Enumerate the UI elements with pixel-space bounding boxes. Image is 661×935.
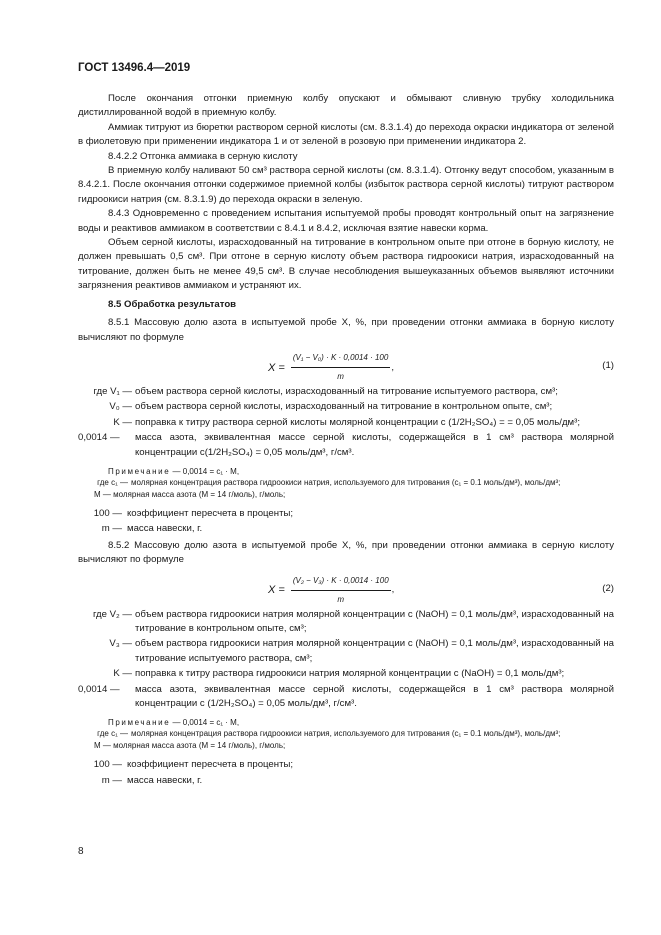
definition-item: [78, 507, 614, 521]
definition-term: где V₁ —: [93, 385, 132, 397]
definition-term: 0,0014 —: [78, 683, 120, 695]
page-number: 8: [78, 846, 84, 857]
definition-text: масса навески, г.: [127, 774, 203, 786]
note-equation: — 0,0014 = c₁ · M,: [170, 718, 240, 728]
definition-text: поправка к титру раствора гидроокиси натрия молярной концентрации c (NaOH) = 0,1 моль/дм³;: [135, 668, 565, 680]
definition-term: m —: [101, 774, 122, 786]
note-item: M — молярная масса азота (M = 14 г/моль), г/моль;: [94, 741, 286, 751]
definition-item: [78, 416, 614, 430]
formula-lhs: X =: [268, 361, 285, 374]
formula-lhs: X =: [268, 584, 285, 597]
note-label: Примечание: [108, 466, 171, 476]
definition-text: объем раствора серной кислоты, израсходованный на титрование испытуемого раствора, см³;: [135, 385, 558, 397]
formula-1: [78, 347, 614, 381]
definition-term: V₀ —: [109, 401, 132, 413]
definition-text: масса азота, эквивалентная массе серной кислоты, содержащейся в 1 см³ раствора молярной концентрации c(1/2H₂SO₄) = 0,05 моль/дм³, г/см³.: [135, 432, 614, 458]
definition-text: объем раствора гидроокиси натрия молярной концентрации c (NaOH) = 0,1 моль/дм³, израсходованный на титрование испытуемого раствора, см³;: [135, 638, 614, 664]
formula-number: (2): [602, 582, 614, 594]
fraction: [291, 574, 391, 608]
definition-term: K —: [113, 416, 132, 428]
note-1: [78, 466, 614, 500]
definition-term: K —: [113, 668, 132, 680]
definition-item: [78, 608, 614, 637]
definition-item: [78, 774, 614, 788]
paragraph: 8.5.1 Массовую долю азота в испытуемой пробе X, %, при проведении отгонки аммиака в борную кислоту вычисляют по формуле: [78, 317, 614, 343]
definition-text: масса азота, эквивалентная массе серной кислоты, содержащейся в 1 см³ раствора молярной концентрации c (1/2H₂SO₄) = 0,05 моль/дм³, г/см³.: [135, 683, 614, 709]
tail-definitions-2: [78, 758, 614, 788]
note-header: [108, 466, 614, 477]
formula-denominator: m: [337, 372, 344, 382]
subsection-heading: 8.4.2.2 Отгонка аммиака в серную кислоту: [108, 150, 298, 162]
formula-comma: ,: [391, 361, 394, 373]
formula-comma: ,: [391, 584, 395, 596]
tail-definitions-1: [78, 507, 614, 537]
definition-item: [78, 400, 614, 414]
section-heading: 8.5 Обработка результатов: [108, 298, 237, 310]
definition-item: [78, 758, 614, 772]
paragraph: После окончания отгонки приемную колбу опускают и обмывают сливную трубку холодильника дистиллированной водой в приемную колбу.: [78, 93, 614, 119]
note-text: молярная концентрация раствора гидроокиси натрия, используемого для титрования (c₁ = 0.1 моль/дм³), моль/дм³;: [131, 729, 561, 739]
definition-item: [78, 683, 614, 712]
definition-item: [78, 522, 614, 536]
note-text: молярная концентрация раствора гидроокиси натрия, используемого для титрования (c₁ = 0.1 моль/дм³), моль/дм³;: [131, 477, 561, 487]
definition-term: 100 —: [93, 759, 122, 771]
definition-text: объем раствора серной кислоты, израсходованный на титрование в контрольном опыте, см³;: [135, 401, 553, 413]
note-item: M — молярная масса азота (M = 14 г/моль), г/моль;: [94, 489, 286, 499]
paragraph: В приемную колбу наливают 50 см³ раствора серной кислоты (см. 8.3.1.4). Отгонку ведут способом, указанным в 8.4.2.1. После окончания отгонки содержимое приемной колбы (избыток раствора серной кислоты) титруют раствором гидроокиси натрия (см. 8.3.1.9) до перехода окраски в зеленую.: [78, 165, 614, 205]
note-equation: — 0,0014 = c₁ · M,: [170, 466, 240, 476]
note-item: [78, 728, 614, 739]
paragraph: Аммиак титруют из бюретки раствором серной кислоты (см. 8.3.1.4) до перехода окраски индикатора от зеленой в фиолетовую при применении индикатора 1 и от зеленой в розовую при применении индикатора 2.: [78, 121, 614, 148]
formula-numerator: (V₁ − V₀) · K · 0,0014 · 100: [291, 351, 391, 368]
formula-2: [78, 570, 614, 604]
note-term: где c₁ —: [97, 729, 128, 739]
definition-text: масса навески, г.: [127, 523, 203, 535]
definition-term: 100 —: [93, 507, 122, 519]
formula-numerator: (V₂ − V₃) · K · 0,0014 · 100: [291, 574, 391, 591]
definitions-1: [78, 385, 614, 460]
paragraph: 8.5.2 Массовую долю азота в испытуемой пробе X, %, при проведении отгонки аммиака в серную кислоту вычисляют по формуле: [78, 539, 614, 566]
definition-term: V₃ —: [109, 638, 132, 650]
definition-term: где V₂ —: [92, 608, 132, 620]
definition-item: [78, 667, 614, 681]
note-label: Примечание: [108, 718, 171, 728]
definition-item: [78, 431, 614, 460]
definition-text: поправка к титру раствора серной кислоты молярной концентрации c (1/2H₂SO₄) = = 0,05 моль/дм³;: [135, 416, 580, 428]
paragraph: 8.4.3 Одновременно с проведением испытания испытуемой пробы проводят контрольный опыт на загрязнение воды и реактивов аммиаком в соответствии с 8.4.1 и 8.4.2, исключая взятие навески корма.: [78, 208, 614, 234]
paragraph: Объем серной кислоты, израсходованный на титрование в контрольном опыте при отгоне в борную кислоту, не должен превышать 0,5 см³. При отгоне в серную кислоту объем раствора гидроокиси натрия, израсходованный на титрование, должен быть не менее 49,5 см³. В случае несоблюдения вышеуказанных объемов выявляют источники загрязнения реактивов аммиаком и устраняют их.: [78, 237, 614, 292]
note-item: [78, 477, 614, 488]
page-body: [78, 92, 614, 788]
note-term: где c₁ —: [97, 477, 128, 487]
definitions-2: [78, 608, 614, 712]
definition-item: [78, 385, 614, 399]
definition-text: объем раствора гидроокиси натрия молярной концентрации c (NaOH) = 0,1 моль/дм³, израсходованный на титрование в контрольном опыте, см³;: [135, 608, 614, 634]
fraction: [291, 351, 391, 385]
definition-text: коэффициент пересчета в проценты;: [127, 507, 294, 519]
note-2: [78, 717, 614, 751]
definition-item: [78, 637, 614, 666]
definition-term: m —: [101, 523, 122, 535]
formula-denominator: m: [337, 594, 345, 604]
definition-text: коэффициент пересчета в проценты;: [127, 759, 294, 771]
formula-number: (1): [602, 359, 614, 371]
definition-term: 0,0014 —: [78, 432, 120, 444]
document-header: ГОСТ 13496.4—2019: [78, 62, 191, 74]
note-header: [108, 717, 614, 728]
